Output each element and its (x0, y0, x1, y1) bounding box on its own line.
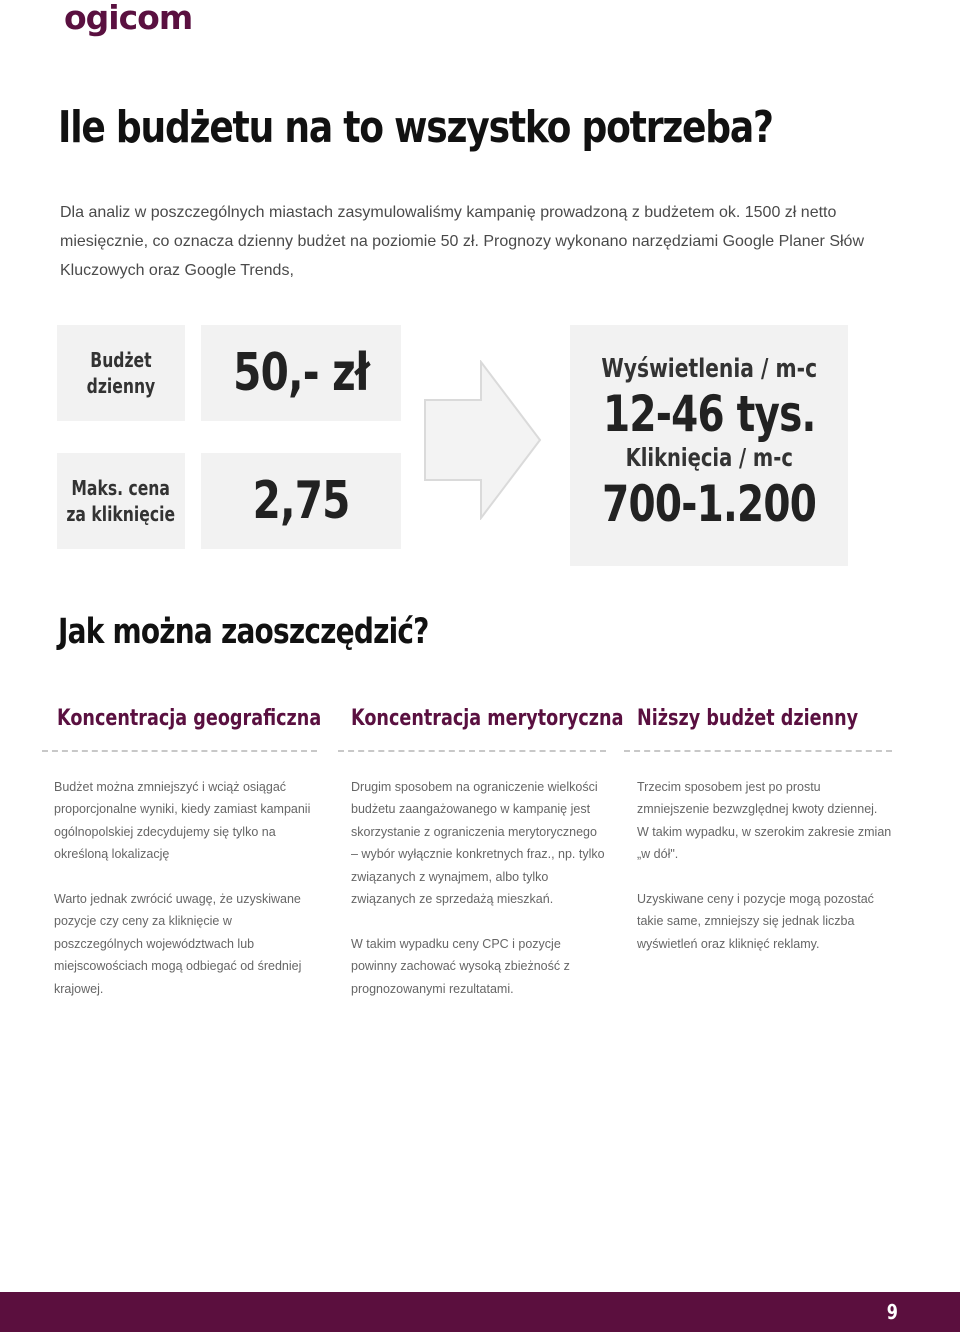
max-cpc-label-line1: Maks. cena (71, 476, 171, 500)
right-arrow-icon (424, 360, 544, 520)
daily-budget-label-line2: dzienny (86, 374, 156, 398)
max-cpc-value-box (201, 453, 401, 549)
column-paragraph: Drugim sposobem na ograniczenie wielkości budżetu zaangażowanego w kampanię jest skorzystanie z ograniczenia merytorycznego – wybór wyłącznie konkretnych fraz., np. tylko związanych z wynajmem, albo tylko związanych ze sprzedażą mieszkań. (351, 780, 605, 907)
daily-budget-label-box (57, 325, 185, 421)
results-box (570, 325, 848, 566)
page-number: 9 (886, 1300, 898, 1324)
column-paragraph: Budżet można zmniejszyć i wciąż osiągać proporcjonalne wyniki, kiedy zamiast kampanii ogólnopolskiej zdecydujemy się tylko na określoną lokalizację (54, 780, 311, 862)
dashed-divider (338, 750, 606, 752)
page-title: Ile budżetu na to wszystko potrzeba? (58, 102, 773, 153)
daily-budget-value-box (201, 325, 401, 421)
column-lower-budget (637, 706, 913, 951)
column-geographic (54, 706, 387, 996)
section-title: Jak można zaoszczędzić? (58, 612, 429, 652)
dashed-divider (624, 750, 892, 752)
daily-budget-label-line1: Budżet (90, 348, 152, 372)
column-paragraph: Uzyskiwane ceny i pozycje mogą pozostać takie same, zmniejszy się jednak liczba wyświetleń oraz kliknięć reklamy. (637, 892, 874, 951)
clicks-label: Kliknięcia / m-c (625, 443, 793, 472)
column-paragraph: Trzecim sposobem jest po prostu zmniejszenie bezwzględnej kwoty dziennej. W takim wypadku, w szerokim zakresie zmian „w dół". (637, 780, 892, 862)
column-paragraph: Warto jednak zwrócić uwagę, że uzyskiwane pozycje czy ceny za kliknięcie w poszczególnych województwach lub miejscowościach mogą odbiegać od średniej krajowej. (54, 892, 302, 996)
column-title: Koncentracja merytoryczna (351, 706, 624, 731)
daily-budget-value: 50,- zł (232, 343, 370, 403)
max-cpc-value: 2,75 (252, 471, 350, 531)
impressions-label: Wyświetlenia / m-c (601, 354, 817, 384)
max-cpc-label-line2: za kliknięcie (66, 502, 176, 526)
footer-bar (0, 1292, 960, 1332)
column-title: Koncentracja geograficzna (57, 706, 322, 731)
dashed-divider (42, 750, 317, 752)
max-cpc-label-box (57, 453, 185, 549)
impressions-value: 12-46 tys. (602, 385, 816, 443)
column-title: Niższy budżet dzienny (637, 706, 859, 731)
column-paragraph: W takim wypadku ceny CPC i pozycje powinny zachować wysoką zbieżność z prognozowanymi rezultatami. (351, 936, 570, 996)
clicks-value: 700-1.200 (602, 475, 816, 533)
intro-paragraph: Dla analiz w poszczególnych miastach zasymulowaliśmy kampanię prowadzoną z budżetem ok. 1500 zł netto miesięcznie, co oznacza dzienny budżet na poziomie 50 zł. Prognozy wykonano narzędziami Google Planer Słów Kluczowych oraz Google Trends, (60, 204, 864, 279)
ogicom-logo: ogicom (64, 0, 193, 37)
